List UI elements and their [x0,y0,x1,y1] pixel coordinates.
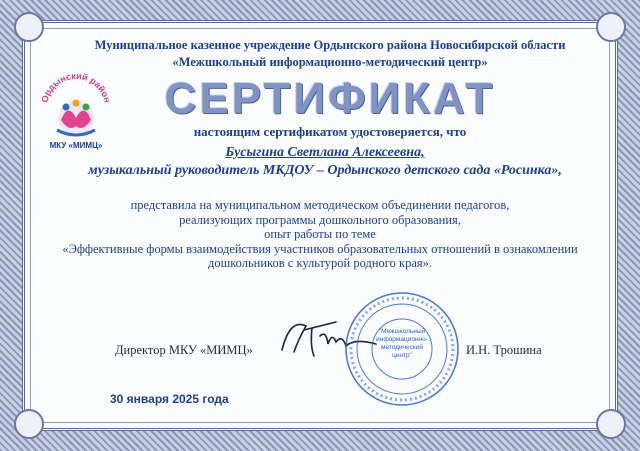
recipient-name: Бусыгина Светлана Алексеевна, [225,145,425,160]
corner-ornament [14,12,44,42]
body-line: опыт работы по теме [264,227,376,241]
logo-bottom-text: МКУ «МИМЦ» [49,141,103,150]
director-name: И.Н. Трошина [466,343,542,357]
body-line: представила на муниципальном методическом объединении педагогов, [130,198,510,212]
certificate-subtitle: настоящим сертификатом удостоверяется, что [193,124,467,139]
certificate-body [40,198,600,271]
corner-ornament [596,12,626,42]
stamp-center-text: "Межшкольный информационно-методический центр" [376,328,428,359]
director-label: Директор МКУ «МИМЦ» [115,343,253,357]
issuer-line-1: Муниципальное казенное учреждение Ордынского района Новосибирской области [94,38,566,52]
issuer-line-2: «Межшкольный информационно-методический центр» [172,55,488,69]
body-line: дошкольников с культурой родного края». [207,256,432,270]
svg-text:Ордынский район [40,71,113,104]
issue-date: 30 января 2025 года [110,392,229,406]
person-icon [73,100,80,107]
certificate-title: СЕРТИФИКАТ [164,74,496,123]
logo-arc-text: Ордынский район [39,70,113,104]
issuer-header [60,37,600,71]
person-icon [63,104,70,111]
corner-ornament [14,409,44,439]
body-line: «Эффективные формы взаимодействия участников образовательных отношений в ознакомлении [62,241,578,256]
recipient-role: музыкальный руководитель МКДОУ – Ордынского детского сада «Росинка», [88,163,562,178]
corner-ornament [596,409,626,439]
person-icon [83,104,90,111]
body-line: реализующих программы дошкольного образования, [179,212,461,227]
official-stamp [343,290,461,408]
